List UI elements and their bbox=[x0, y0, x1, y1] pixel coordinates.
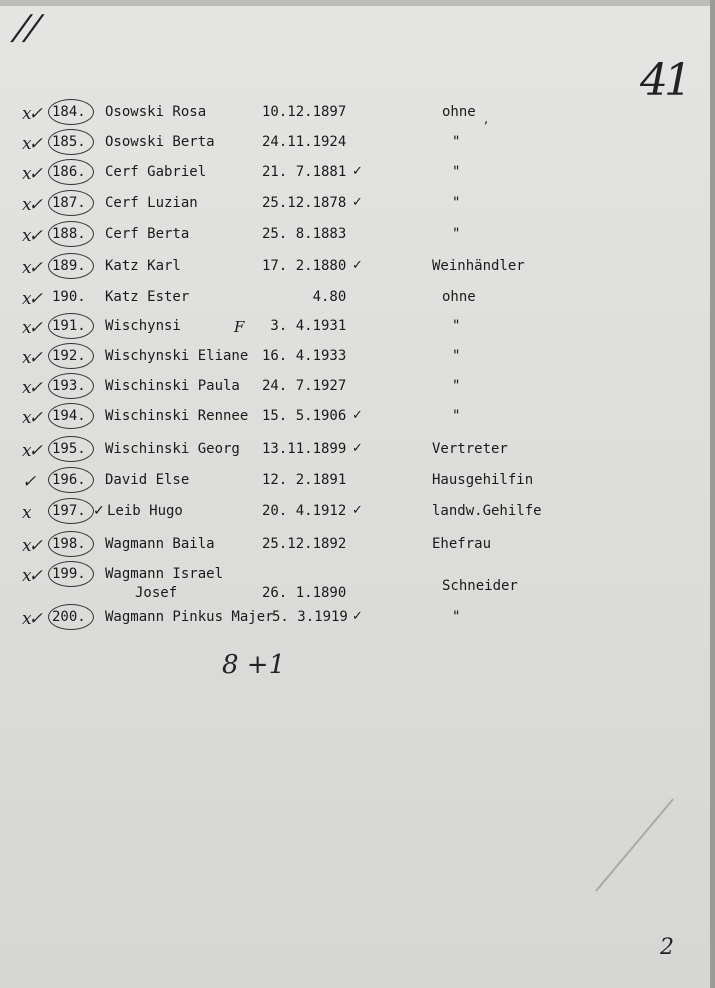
date-check-mark: ✓ bbox=[352, 258, 363, 273]
check-mark: x bbox=[22, 503, 29, 523]
birth-date: 17. 2.1880 bbox=[262, 258, 347, 274]
occupation: Weinhändler bbox=[432, 258, 525, 274]
register-row bbox=[0, 318, 715, 348]
check-mark: x✓ bbox=[22, 536, 40, 556]
occupation: ohne bbox=[442, 289, 476, 305]
entry-number: 194. bbox=[52, 408, 86, 424]
register-row bbox=[0, 472, 715, 502]
person-name: Wischinski Georg bbox=[105, 441, 240, 457]
person-name: Leib Hugo bbox=[107, 503, 183, 519]
register-row bbox=[0, 289, 715, 319]
register-row bbox=[0, 503, 715, 533]
occupation: Vertreter bbox=[432, 441, 508, 457]
person-name: Osowski Berta bbox=[105, 134, 215, 150]
occupation: " bbox=[452, 609, 461, 625]
check-mark: ✓ bbox=[22, 472, 34, 492]
person-name: Osowski Rosa bbox=[105, 104, 207, 120]
check-mark: x✓ bbox=[22, 566, 40, 586]
entry-number: 197. bbox=[52, 503, 86, 519]
check-mark: x✓ bbox=[22, 408, 40, 428]
register-row bbox=[0, 226, 715, 256]
register-row bbox=[0, 378, 715, 408]
register-row bbox=[0, 195, 715, 225]
check-mark: x✓ bbox=[22, 378, 40, 398]
entry-number: 198. bbox=[52, 536, 86, 552]
register-row bbox=[0, 134, 715, 164]
birth-date: 24. 7.1927 bbox=[262, 378, 347, 394]
register-row bbox=[0, 536, 715, 566]
bottom-corner-mark: 2 bbox=[660, 935, 674, 960]
person-name: Wischynski Eliane bbox=[105, 348, 249, 364]
register-row bbox=[0, 348, 715, 378]
person-name: Wischinski Paula bbox=[105, 378, 240, 394]
birth-date: 20. 4.1912 bbox=[262, 503, 347, 519]
person-name: Cerf Gabriel bbox=[105, 164, 207, 180]
person-name: Cerf Berta bbox=[105, 226, 190, 242]
birth-date: 15. 5.1906 bbox=[262, 408, 347, 424]
person-name: David Else bbox=[105, 472, 190, 488]
occupation: Schneider bbox=[442, 578, 518, 594]
birth-date: 13.11.1899 bbox=[262, 441, 347, 457]
check-mark: x✓ bbox=[22, 134, 40, 154]
check-mark: x✓ bbox=[22, 348, 40, 368]
entry-number: 200. bbox=[52, 609, 86, 625]
occupation: " bbox=[452, 318, 461, 334]
entry-number: 189. bbox=[52, 258, 86, 274]
birth-date: 5. 3.1919 bbox=[272, 609, 348, 625]
register-row bbox=[0, 441, 715, 471]
birth-date: 21. 7.1881 bbox=[262, 164, 347, 180]
person-name: Wagmann Pinkus Majer bbox=[105, 609, 274, 625]
birth-date: 26. 1.1890 bbox=[262, 585, 347, 601]
check-mark: x✓ bbox=[22, 441, 40, 461]
register-row bbox=[0, 408, 715, 438]
register-row bbox=[0, 164, 715, 194]
entry-number: 193. bbox=[52, 378, 86, 394]
occupation: " bbox=[452, 378, 461, 394]
check-mark: x✓ bbox=[22, 289, 40, 309]
register-row bbox=[0, 609, 715, 639]
entry-number: 188. bbox=[52, 226, 86, 242]
birth-date: 12. 2.1891 bbox=[262, 472, 347, 488]
handwritten-page-number: 41 bbox=[640, 55, 688, 106]
entry-number: 184. bbox=[52, 104, 86, 120]
register-row bbox=[0, 258, 715, 288]
entry-number: 196. bbox=[52, 472, 86, 488]
check-mark: x✓ bbox=[22, 104, 40, 124]
occupation: " bbox=[452, 408, 461, 424]
occupation: " bbox=[452, 226, 461, 242]
person-name: Wagmann Israel bbox=[105, 566, 224, 582]
occupation: Ehefrau bbox=[432, 536, 492, 552]
entry-number: 187. bbox=[52, 195, 86, 211]
birth-date: 25.12.1892 bbox=[262, 536, 347, 552]
check-mark: x✓ bbox=[22, 258, 40, 278]
ohne-tick-mark: , bbox=[484, 112, 489, 127]
entry-number: 192. bbox=[52, 348, 86, 364]
date-check-mark: ✓ bbox=[352, 441, 363, 456]
birth-date: 3. 4.1931 bbox=[262, 318, 347, 334]
corner-handwritten-mark: // bbox=[11, 8, 44, 48]
check-mark: x✓ bbox=[22, 609, 40, 629]
register-row bbox=[0, 566, 715, 601]
occupation: " bbox=[452, 348, 461, 364]
inline-check-mark: ✓ bbox=[93, 503, 105, 519]
date-check-mark: ✓ bbox=[352, 408, 363, 423]
handwritten-count-note: 8 +1 bbox=[222, 650, 286, 680]
paper-fold-line bbox=[595, 798, 674, 891]
entry-number: 195. bbox=[52, 441, 86, 457]
occupation: " bbox=[452, 164, 461, 180]
birth-date: 25.12.1878 bbox=[262, 195, 347, 211]
birth-date: 25. 8.1883 bbox=[262, 226, 347, 242]
occupation: ohne bbox=[442, 104, 476, 120]
birth-date: 24.11.1924 bbox=[262, 134, 347, 150]
entry-number: 191. bbox=[52, 318, 86, 334]
occupation: landw.Gehilfe bbox=[432, 503, 542, 519]
date-check-mark: ✓ bbox=[352, 609, 363, 624]
occupation: Hausgehilfin bbox=[432, 472, 534, 488]
birth-date: 10.12.1897 bbox=[262, 104, 347, 120]
entry-number: 199. bbox=[52, 566, 86, 582]
check-mark: x✓ bbox=[22, 164, 40, 184]
person-name: Cerf Luzian bbox=[105, 195, 198, 211]
check-mark: x✓ bbox=[22, 318, 40, 338]
person-name: Wagmann Baila bbox=[105, 536, 215, 552]
person-name: Katz Ester bbox=[105, 289, 190, 305]
person-name: Wischinski Rennee bbox=[105, 408, 249, 424]
entry-number: 185. bbox=[52, 134, 86, 150]
birth-date: 16. 4.1933 bbox=[262, 348, 347, 364]
date-check-mark: ✓ bbox=[352, 164, 363, 179]
date-check-mark: ✓ bbox=[352, 503, 363, 518]
check-mark: x✓ bbox=[22, 195, 40, 215]
person-name: Katz Karl bbox=[105, 258, 181, 274]
person-name-continued: Josef bbox=[135, 585, 178, 601]
birth-date: 4.80 bbox=[262, 289, 347, 305]
handwritten-note: F bbox=[234, 318, 245, 336]
occupation: " bbox=[452, 134, 461, 150]
entry-number: 190. bbox=[52, 289, 86, 305]
entry-number: 186. bbox=[52, 164, 86, 180]
check-mark: x✓ bbox=[22, 226, 40, 246]
register-row bbox=[0, 104, 715, 134]
date-check-mark: ✓ bbox=[352, 195, 363, 210]
paper-top-edge bbox=[0, 0, 715, 6]
occupation: " bbox=[452, 195, 461, 211]
person-name: Wischynsi bbox=[105, 318, 181, 334]
